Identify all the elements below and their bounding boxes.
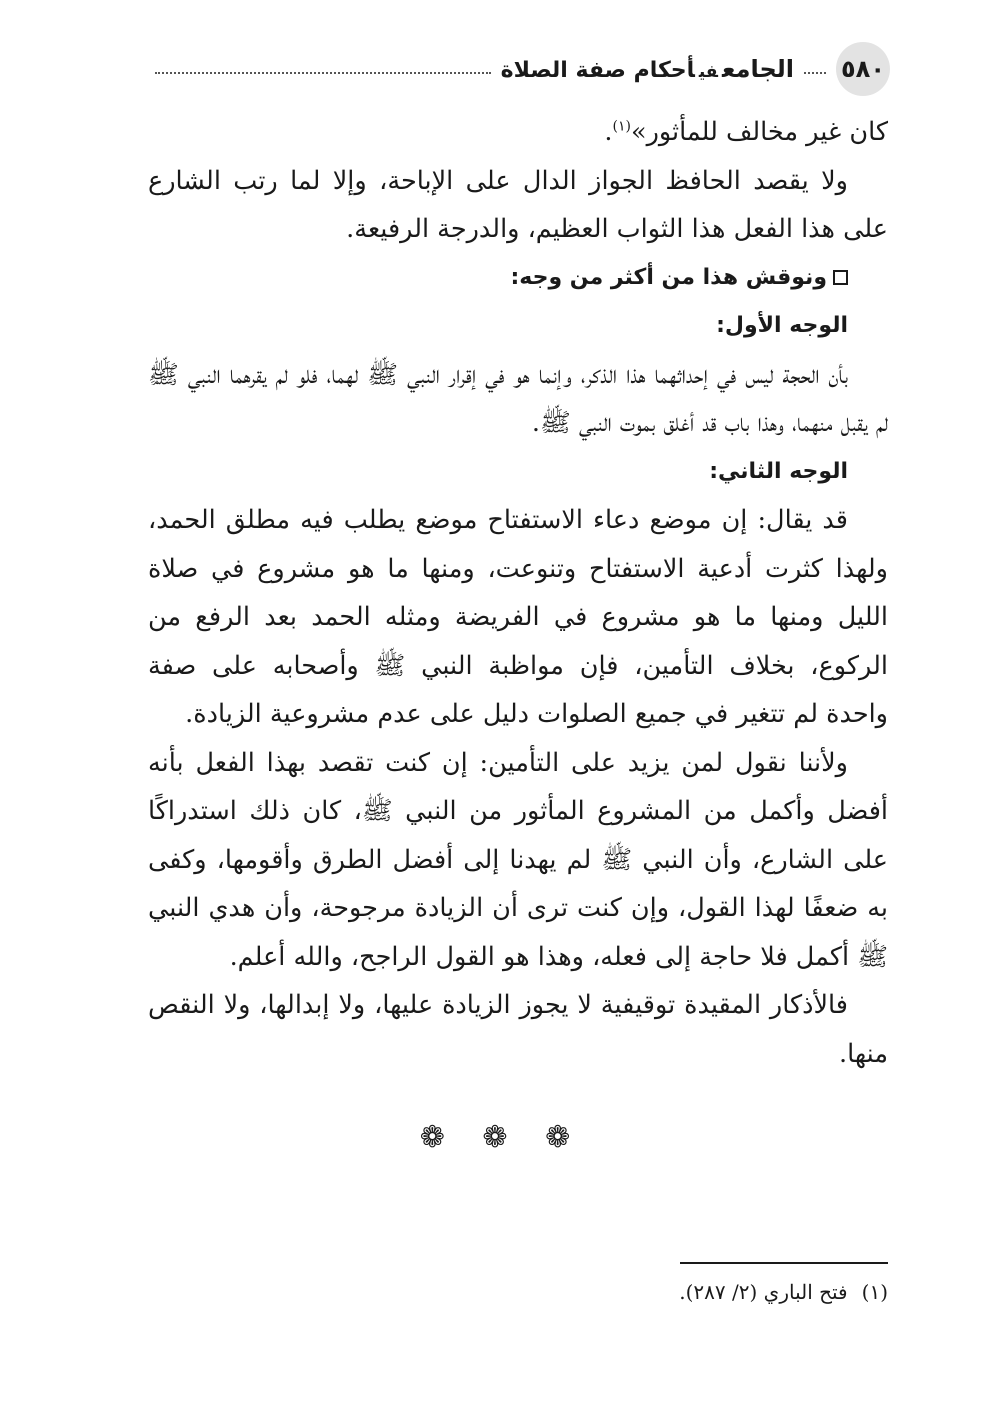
- book-title-rest: أحكام صفة الصلاة: [500, 58, 695, 83]
- header-dots-left: [155, 72, 491, 74]
- square-bullet-icon: [833, 270, 848, 285]
- section-separator-ornament: ❁ ❁ ❁: [419, 1120, 585, 1155]
- footnote-divider: [680, 1262, 888, 1264]
- subheading-first: الوجه الأول:: [716, 313, 848, 338]
- paragraph-1-text: كان غير مخالف للمأثور»: [630, 117, 888, 147]
- paragraph-6: فالأذكار المقيدة توقيفية لا يجوز الزيادة عليها، ولا إبدالها، ولا النقص منها.: [148, 990, 888, 1069]
- paragraph-1-end: .: [604, 117, 613, 147]
- running-title: [501, 55, 794, 83]
- subheading-second: الوجه الثاني:: [709, 458, 848, 484]
- footnote-text: فتح الباري (٢/ ٢٨٧).: [679, 1280, 848, 1304]
- paragraph-1: [148, 108, 888, 157]
- paragraph-5: ولأننا نقول لمن يزيد على التأمين: إن كنت تقصد بهذا الفعل بأنه أفضل وأكمل من المشروع المأثور من النبي ﷺ، كان ذلك استدراكًا على الشارع، وأن النبي ﷺ لم يهدنا إلى أفضل الطرق وأقومها، وكفى به ضعفًا لهذا القول، وإن كنت ترى أن الزيادة مرجوحة، وأن هدي النبي ﷺ أكمل فلا حاجة إلى فعله، وهذا هو القول الراجح، والله أعلم.: [148, 747, 888, 972]
- page-header: [145, 44, 890, 94]
- footnote-reference[interactable]: (١): [612, 118, 631, 135]
- paragraph-4: قد يقال: إن موضع دعاء الاستفتاح موضع يطلب فيه مطلق الحمد، ولهذا كثرت أدعية الاستفتاح وتنوعت، ومنها ما هو مشروع في صلاة الليل ومنها ما هو مشروع في الفريضة ومثله الحمد بعد الرفع من الركوع، بخلاف التأمين، فإن مواظبة النبي ﷺ وأصحابه على صفة واحدة لم تتغير في جميع الصلوات دليل على عدم مشروعية الزيادة.: [148, 505, 888, 729]
- section-heading: [148, 254, 888, 303]
- footnote-number: (١): [861, 1280, 888, 1304]
- paragraph-2: ولا يقصد الحافظ الجواز الدال على الإباحة، وإلا لما رتب الشارع على هذا الفعل هذا الثواب العظيم، والدرجة الرفيعة.: [148, 165, 888, 244]
- paragraph-3: بأن الحجة ليس في إحداثهما هذا الذكر، وإنما هو في إقرار النبي ﷺ لهما، فلو لم يقرهما النبي ﷺ لم يقبل منهما، وهذا باب قد أغلق بموت النبي ﷺ.: [148, 359, 888, 438]
- book-title-main: الجامع: [722, 55, 794, 83]
- book-title-fi: في: [698, 62, 719, 82]
- section-heading-text: ونوقش هذا من أكثر من وجه:: [510, 264, 827, 290]
- page-body: [148, 108, 888, 1078]
- page-number: ٥٨٠: [836, 42, 890, 96]
- footnote: [400, 1277, 888, 1307]
- header-dots-right: [804, 72, 826, 74]
